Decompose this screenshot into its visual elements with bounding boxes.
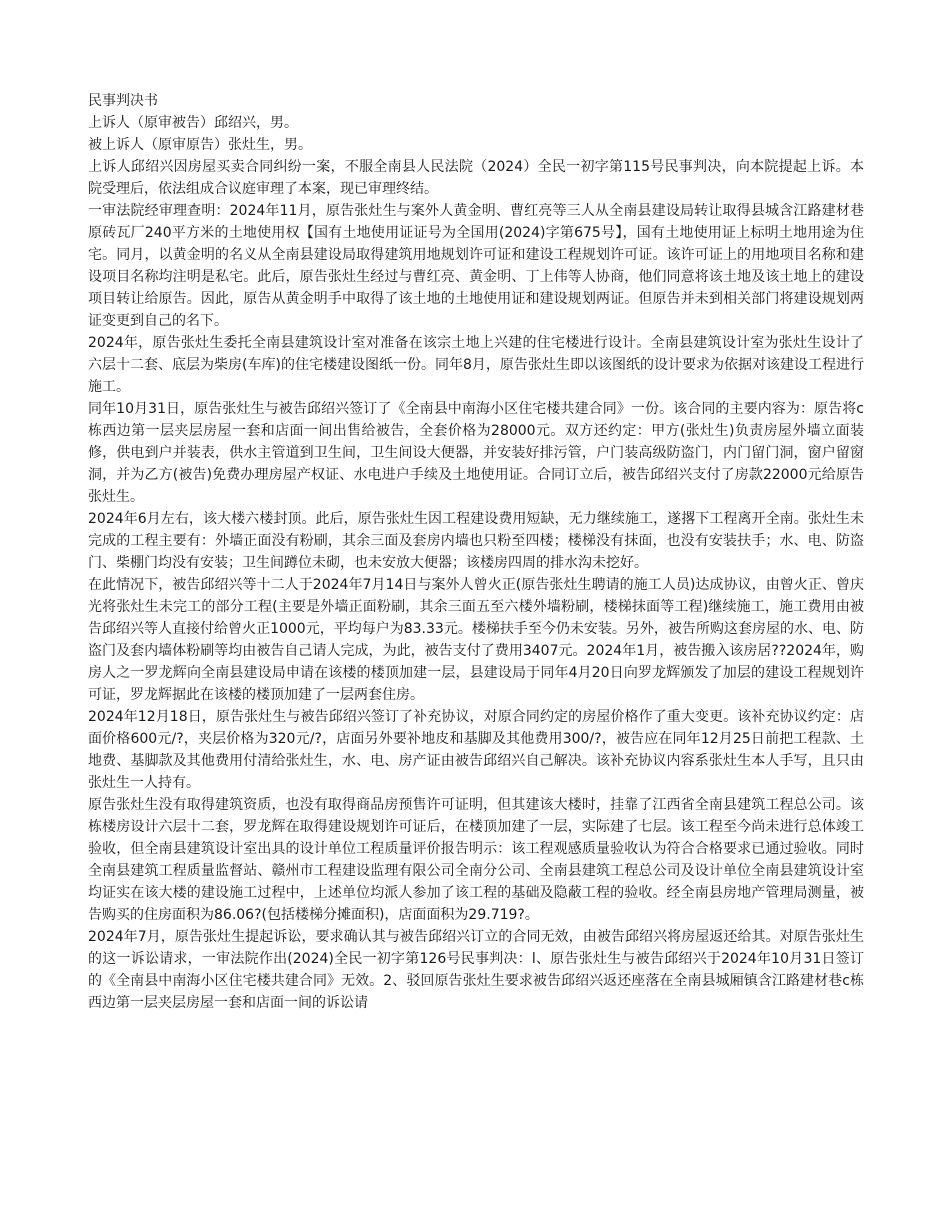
paragraph-first-instance-facts: 一审法院经审理查明：2024年11月，原告张灶生与案外人黄金明、曹红亮等三人从全南县建设局转让取得县城含江路建材巷原砖瓦厂240平方米的土地使用权【国有土地使用证证号为全国用(2024)字第675号】，国有土地使用证上标明土地用途为住宅。同月，以黄金明的名义从全南县建设局取得建筑用地规划许可证和建设工程规划许可证。该许可证上的用地项目名称和建设项目名称均注明是私宅。此后，原告张灶生经过与曹红亮、黄金明、丁上伟等人协商，他们同意将该土地及该土地上的建设项目转让给原告。因此，原告从黄金明手中取得了该土地的土地使用证和建设规划两证。但原告并未到相关部门将建设规划两证变更到自己的名下。 — [88, 203, 864, 329]
paragraph-lawsuit: 2024年7月，原告张灶生提起诉讼，要求确认其与被告邱绍兴订立的合同无效，由被告邱绍兴将房屋返还给其。对原告张灶生的这一诉讼请求，一审法院作出(2024)全民一初字第126号民事判决：l、原告张灶生与被告邱绍兴于2024年10月31日签订的《全南县中南海小区住宅楼共建合同》无效。2、驳回原告张灶生要求被告邱绍兴返还座落在全南县城厢镇含江路建材巷c栋西边第一层夹层房屋一套和店面一间的诉讼请 — [88, 929, 864, 1011]
paragraph-appellant: 上诉人（原审被告）邱绍兴，男。 — [88, 115, 298, 131]
paragraph-unfinished-work: 2024年6月左右，该大楼六楼封顶。此后，原告张灶生因工程建设费用短缺，无力继续施工，遂撂下工程离开全南。张灶生未完成的工程主要有：外墙正面没有粉刷，其余三面及套房内墙也只粉至四楼；楼梯没有抹面，也没有安装扶手；水、电、防盗门、柴棚门均没有安装；卫生间蹲位未砌，也未安放大便器；该楼房四周的排水沟未挖好。 — [88, 511, 864, 571]
paragraph-contract: 同年10月31日，原告张灶生与被告邱绍兴签订了《全南县中南海小区住宅楼共建合同》一份。该合同的主要内容为：原告将c栋西边第一层夹层房屋一套和店面一间出售给被告，全套价格为28000元。双方还约定：甲方(张灶生)负责房屋外墙立面装修，供电到户并装表，供水主管道到卫生间，卫生间设大便器，并安装好排污管，户门装高级防盗门，内门留门洞，窗户留窗洞，并为乙方(被告)免费办理房屋产权证、水电进户手续及土地使用证。合同订立后，被告邱绍兴支付了房款22000元给原告张灶生。 — [88, 401, 864, 505]
paragraph-supplementary-agreement: 2024年12月18日，原告张灶生与被告邱绍兴签订了补充协议，对原合同约定的房屋价格作了重大变更。该补充协议约定：店面价格600元/?，夹层价格为320元/?，店面另外要补地皮和基脚及其他费用300/?，被告应在同年12月25日前把工程款、土地费、基脚款及其他费用付清给张灶生，水、电、房产证由被告邱绍兴自己解决。该补充协议内容系张灶生本人手写，且只由张灶生一人持有。 — [88, 709, 864, 791]
paragraph-continued-work: 在此情况下，被告邱绍兴等十二人于2024年7月14日与案外人曾火正(原告张灶生聘请的施工人员)达成协议，由曾火正、曾庆光将张灶生未完工的部分工程(主要是外墙正面粉刷，其余三面五至六楼外墙粉刷，楼梯抹面等工程)继续施工，施工费用由被告邱绍兴等人直接付给曾火正1000元，平均每户为83.33元。楼梯扶手至今仍未安装。另外，被告所购这套房屋的水、电、防盗门及套内墙体粉刷等均由被告自己请人完成，为此，被告支付了费用3407元。2024年1月，被告搬入该房居??2024年，购房人之一罗龙辉向全南县建设局申请在该楼的楼顶加建一层，县建设局于同年4月20日向罗龙辉颁发了加层的建设工程规划许可证，罗龙辉据此在该楼的楼顶加建了一层两套住房。 — [88, 577, 864, 703]
judgment-document — [88, 90, 864, 1014]
paragraph-qualifications: 原告张灶生没有取得建筑资质，也没有取得商品房预售许可证明，但其建该大楼时，挂靠了江西省全南县建筑工程总公司。该栋楼房设计六层十二套，罗龙辉在取得建设规划许可证后，在楼顶加建了一层，实际建了七层。该工程至今尚未进行总体竣工验收，但全南县建筑设计室出具的设计单位工程质量评价报告明示：该工程观感质量验收认为符合合格要求已通过验收。同时全南县建筑工程质量监督站、赣州市工程建设监理有限公司全南分公司、全南县建筑工程总公司及设计单位全南县建筑设计室均证实在该大楼的建设施工过程中，上述单位均派人参加了该工程的基础及隐蔽工程的验收。经全南县房地产管理局测量，被告购买的住房面积为86.06?(包括楼梯分摊面积)，店面面积为29.719?。 — [88, 797, 864, 923]
paragraph-design: 2024年，原告张灶生委托全南县建筑设计室对准备在该宗土地上兴建的住宅楼进行设计。全南县建筑设计室为张灶生设计了六层十二套、底层为柴房(车库)的住宅楼建设图纸一份。同年8月，原告张灶生即以该图纸的设计要求为依据对该建设工程进行施工。 — [88, 335, 864, 395]
paragraph-appellee: 被上诉人（原审原告）张灶生，男。 — [88, 137, 312, 153]
paragraph-case-intro: 上诉人邱绍兴因房屋买卖合同纠纷一案，不服全南县人民法院（2024）全民一初字第115号民事判决，向本院提起上诉。本院受理后，依法组成合议庭审理了本案，现已审理终结。 — [88, 159, 864, 197]
document-title: 民事判决书 — [88, 93, 158, 109]
